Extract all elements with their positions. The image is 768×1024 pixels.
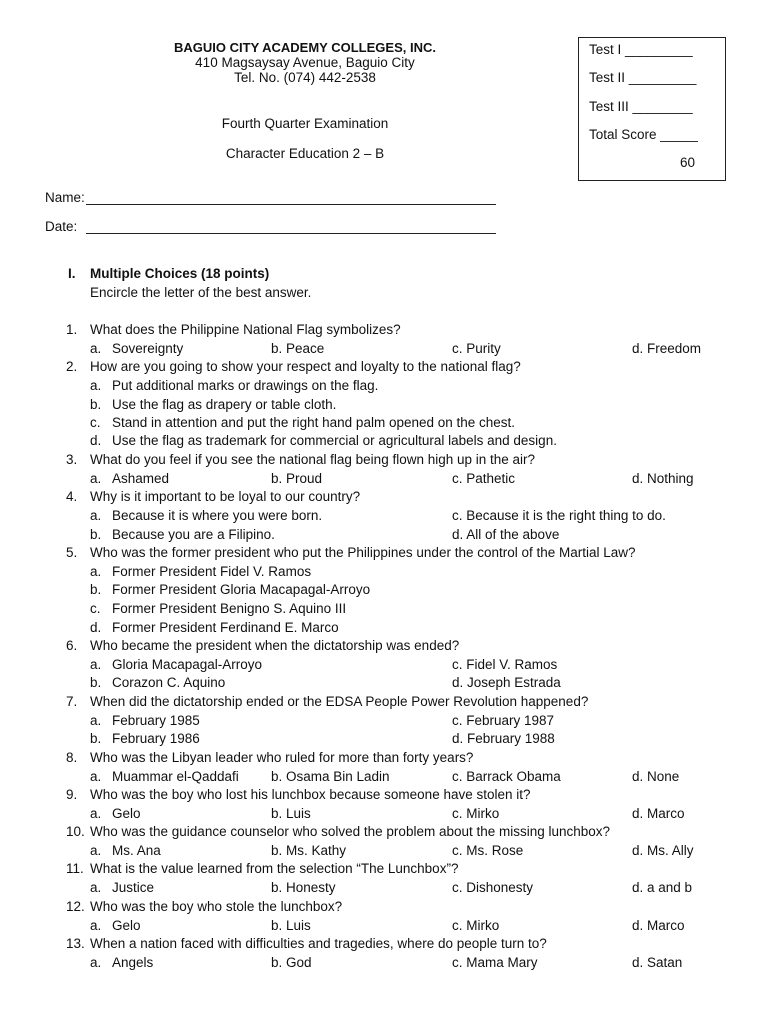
answer-option[interactable]: c. Mirko [452, 918, 500, 933]
option-text: Former President Ferdinand E. Marco [112, 620, 339, 635]
option-letter: c. [90, 601, 101, 616]
answer-option[interactable] [90, 433, 557, 448]
option-letter: b. [90, 582, 102, 597]
question-number: 4. [66, 489, 78, 504]
answer-option[interactable]: b. Honesty [271, 880, 336, 895]
answer-option[interactable] [90, 341, 183, 356]
question-number: 1. [66, 322, 78, 337]
question-number: 9. [66, 787, 78, 802]
option-letter: c. [90, 415, 101, 430]
question-number: 2. [66, 359, 78, 374]
answer-option[interactable] [90, 657, 262, 672]
answer-option[interactable]: d. All of the above [452, 527, 560, 542]
question-number: 8. [66, 750, 78, 765]
option-text: Use the flag as drapery or table cloth. [112, 397, 337, 412]
question-text: What does the Philippine National Flag symbolizes? [90, 322, 401, 337]
subject-title: Character Education 2 – B [225, 146, 385, 161]
school-telephone: Tel. No. (074) 442-2538 [234, 70, 376, 85]
answer-option[interactable]: c. Ms. Rose [452, 843, 524, 858]
school-name: BAGUIO CITY ACADEMY COLLEGES, INC. [174, 40, 436, 55]
exam-title: Fourth Quarter Examination [221, 116, 389, 131]
option-text: Former President Gloria Macapagal-Arroyo [112, 582, 371, 597]
answer-option[interactable]: d. Marco [632, 918, 685, 933]
option-letter: a. [90, 880, 102, 895]
score-box [578, 37, 726, 181]
option-text: Gloria Macapagal-Arroyo [112, 657, 263, 672]
question-text: Who was the boy who stole the lunchbox? [90, 899, 343, 914]
answer-option[interactable] [90, 955, 153, 970]
answer-option[interactable] [90, 564, 311, 579]
question-text: What is the value learned from the selection “The Lunchbox”? [90, 861, 459, 876]
option-letter: d. [90, 433, 102, 448]
question-text: When did the dictatorship ended or the EDSA People Power Revolution happened? [90, 694, 589, 709]
option-letter: a. [90, 508, 102, 523]
answer-option[interactable]: b. Proud [271, 471, 323, 486]
option-text: Justice [112, 880, 155, 895]
answer-option[interactable]: d. Satan [632, 955, 683, 970]
option-text: Corazon C. Aquino [112, 675, 226, 690]
option-text: Stand in attention and put the right hand palm opened on the chest. [112, 415, 516, 430]
answer-option[interactable]: c. Mama Mary [452, 955, 538, 970]
school-address: 410 Magsaysay Avenue, Baguio City [195, 55, 415, 70]
option-letter: b. [90, 397, 102, 412]
question-text: Why is it important to be loyal to our country? [90, 489, 361, 504]
answer-option[interactable]: b. Peace [271, 341, 325, 356]
test-2-score: Test II _________ [589, 70, 697, 85]
answer-option[interactable]: c. Mirko [452, 806, 500, 821]
answer-option[interactable]: c. Barrack Obama [452, 769, 561, 784]
answer-option[interactable]: b. Ms. Kathy [271, 843, 347, 858]
name-line[interactable] [86, 204, 496, 205]
option-letter: a. [90, 806, 102, 821]
option-text: February 1986 [112, 731, 200, 746]
answer-option[interactable] [90, 601, 346, 616]
answer-option[interactable] [90, 415, 515, 430]
option-letter: a. [90, 657, 102, 672]
question-text: Who became the president when the dictatorship was ended? [90, 638, 460, 653]
answer-option[interactable] [90, 582, 370, 597]
option-letter: b. [90, 675, 102, 690]
test-3-score: Test III ________ [589, 99, 693, 114]
answer-option[interactable]: d. Freedom [632, 341, 702, 356]
answer-option[interactable] [90, 769, 239, 784]
option-letter: a. [90, 564, 102, 579]
question-text: Who was the boy who lost his lunchbox because someone have stolen it? [90, 787, 531, 802]
question-number: 13. [66, 936, 85, 951]
option-text: Sovereignty [112, 341, 184, 356]
option-text: Put additional marks or drawings on the flag. [112, 378, 379, 393]
option-text: Because you are a Filipino. [112, 527, 275, 542]
date-line[interactable] [86, 233, 496, 234]
answer-option[interactable]: d. February 1988 [452, 731, 555, 746]
option-text: Former President Benigno S. Aquino III [112, 601, 347, 616]
answer-option[interactable] [90, 508, 322, 523]
question-text: Who was the former president who put the Philippines under the control of the Martial Law? [90, 545, 636, 560]
answer-option[interactable]: d. None [632, 769, 680, 784]
option-letter: a. [90, 378, 102, 393]
name-label: Name: [45, 190, 85, 205]
question-text: When a nation faced with difficulties and tragedies, where do people turn to? [90, 936, 547, 951]
section-title: Multiple Choices (18 points) [90, 266, 270, 281]
answer-option[interactable]: d. a and b [632, 880, 693, 895]
option-letter: b. [90, 731, 102, 746]
option-letter: d. [90, 620, 102, 635]
answer-option[interactable]: c. Pathetic [452, 471, 516, 486]
section-number: I. [68, 266, 76, 281]
section-instruction: Encircle the letter of the best answer. [90, 285, 312, 300]
answer-option[interactable] [90, 806, 141, 821]
answer-option[interactable]: c. Purity [452, 341, 501, 356]
date-label: Date: [45, 219, 78, 234]
answer-option[interactable]: b. God [271, 955, 312, 970]
option-text: Muammar el-Qaddafi [112, 769, 239, 784]
answer-option[interactable]: c. Because it is the right thing to do. [452, 508, 666, 523]
question-text: Who was the guidance counselor who solved the problem about the missing lunchbox? [90, 824, 611, 839]
option-text: Former President Fidel V. Ramos [112, 564, 312, 579]
answer-option[interactable] [90, 713, 200, 728]
answer-option[interactable] [90, 527, 275, 542]
option-text: Angels [112, 955, 154, 970]
answer-option[interactable]: c. February 1987 [452, 713, 555, 728]
test-1-score: Test I _________ [589, 42, 693, 57]
option-letter: a. [90, 955, 102, 970]
option-text: Gelo [112, 918, 141, 933]
question-number: 10. [66, 824, 85, 839]
answer-option[interactable]: b. Luis [271, 806, 311, 821]
option-text: Use the flag as trademark for commercial or agricultural labels and design. [112, 433, 557, 448]
answer-option[interactable] [90, 471, 169, 486]
question-text: How are you going to show your respect and loyalty to the national flag? [90, 359, 521, 374]
option-letter: b. [90, 527, 102, 542]
answer-option[interactable]: c. Dishonesty [452, 880, 534, 895]
answer-option[interactable] [90, 918, 141, 933]
answer-option[interactable]: b. Osama Bin Ladin [271, 769, 390, 784]
question-text: What do you feel if you see the national flag being flown high up in the air? [90, 452, 536, 467]
option-letter: a. [90, 843, 102, 858]
question-number: 11. [66, 861, 84, 876]
question-number: 7. [66, 694, 78, 709]
question-number: 5. [66, 545, 78, 560]
option-text: Ashamed [112, 471, 170, 486]
answer-option[interactable]: b. Luis [271, 918, 311, 933]
answer-option[interactable] [90, 731, 200, 746]
option-text: Because it is where you were born. [112, 508, 323, 523]
question-number: 6. [66, 638, 78, 653]
answer-option[interactable] [90, 378, 378, 393]
option-text: Ms. Ana [112, 843, 161, 858]
answer-option[interactable]: d. Ms. Ally [632, 843, 694, 858]
answer-option[interactable]: d. Marco [632, 806, 685, 821]
option-letter: a. [90, 713, 102, 728]
answer-option[interactable] [90, 397, 336, 412]
answer-option[interactable] [90, 620, 339, 635]
option-letter: a. [90, 471, 102, 486]
answer-option[interactable] [90, 843, 161, 858]
answer-option[interactable] [90, 675, 225, 690]
option-text: February 1985 [112, 713, 200, 728]
option-letter: a. [90, 769, 102, 784]
answer-option[interactable]: c. Fidel V. Ramos [452, 657, 558, 672]
option-text: Gelo [112, 806, 141, 821]
question-number: 12. [66, 899, 85, 914]
total-score: Total Score _____ [589, 127, 698, 142]
option-letter: a. [90, 341, 102, 356]
answer-option[interactable] [90, 880, 154, 895]
answer-option[interactable]: d. Joseph Estrada [452, 675, 561, 690]
option-letter: a. [90, 918, 102, 933]
question-text: Who was the Libyan leader who ruled for more than forty years? [90, 750, 474, 765]
answer-option[interactable]: d. Nothing [632, 471, 694, 486]
total-score-value: 60 [679, 155, 695, 170]
question-number: 3. [66, 452, 78, 467]
